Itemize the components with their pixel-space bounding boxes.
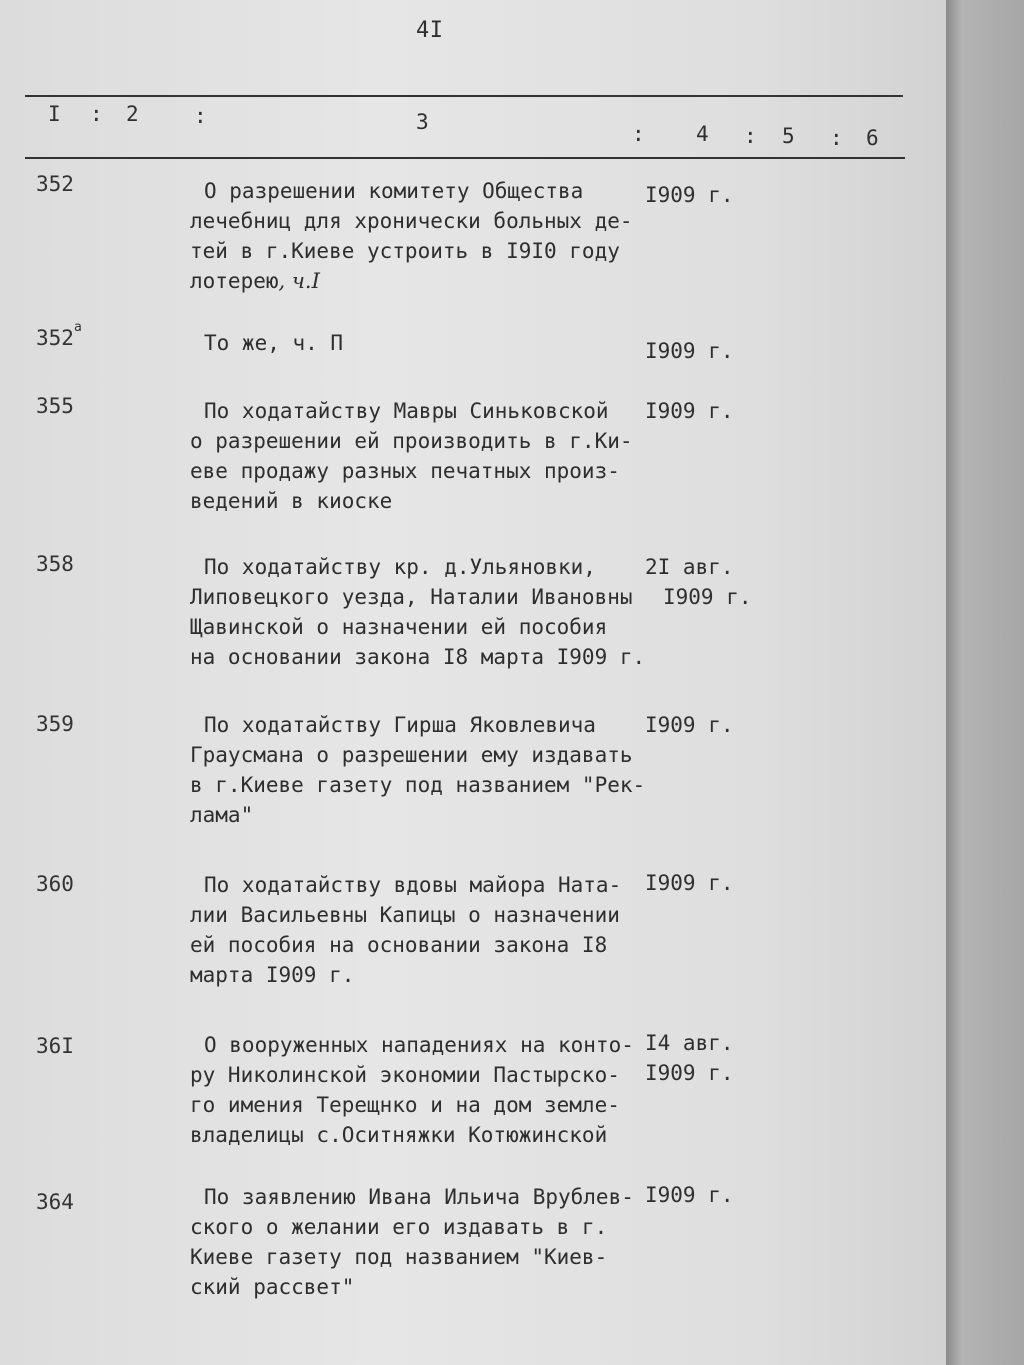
entry-line: на основании закона I8 марта I909 г. (190, 645, 646, 669)
column-separator: : (632, 122, 645, 146)
header-rule-top (25, 95, 903, 97)
date-line: I909 г. (645, 183, 734, 207)
entry-line: По ходатайству кр. д.Ульяновки, (204, 555, 596, 579)
entry-date (645, 710, 734, 740)
column-header-6: 6 (866, 126, 879, 150)
column-header-3: 3 (416, 110, 429, 134)
entry-line: О разрешении комитету Общества (204, 179, 584, 203)
entry-line: Киеве газету под названием "Киев- (190, 1245, 608, 1269)
entry-number: 358 (36, 552, 74, 576)
entry-number-main: 352 (36, 326, 74, 350)
header-rule-bottom (25, 157, 905, 159)
entry-description (190, 1030, 650, 1150)
entry-line: в г.Киеве газету под названием "Рек- (190, 773, 646, 797)
date-line: I909 г. (645, 339, 734, 363)
column-header-4: 4 (696, 122, 709, 146)
column-header-2: 2 (126, 102, 139, 126)
entry-line: го имения Терещнко и на дом земле- (190, 1093, 620, 1117)
entry-date (645, 1180, 734, 1210)
entry-date (645, 180, 734, 210)
entry-number: 355 (36, 394, 74, 418)
date-line: I909 г. (645, 399, 734, 423)
entry-description (190, 328, 650, 358)
column-header-1: I (48, 102, 61, 126)
entry-line: лама" (190, 803, 254, 827)
entry-number: 359 (36, 712, 74, 736)
entry-description (190, 396, 650, 516)
entry-line: о разрешении ей производить в г.Ки- (190, 429, 633, 453)
column-separator: : (90, 102, 103, 126)
entry-line: О вооруженных нападениях на конто- (204, 1033, 634, 1057)
entry-line: ей пособия на основании закона I8 (190, 933, 608, 957)
entry-line: лотерею (190, 269, 279, 293)
entry-line: ский рассвет" (190, 1275, 355, 1299)
entry-number: 364 (36, 1190, 74, 1214)
column-separator: : (194, 104, 207, 128)
handwritten-annotation: , ч.I (278, 269, 320, 293)
entry-line: ру Николинской экономии Пастырско- (190, 1063, 620, 1087)
entry-line: ведений в киоске (190, 489, 393, 513)
entry-description (190, 176, 650, 296)
entry-description (190, 552, 650, 672)
entry-description (190, 710, 650, 830)
entry-number: 36I (36, 1034, 74, 1058)
entry-line: марта I909 г. (190, 963, 355, 987)
column-header-5: 5 (782, 124, 795, 148)
entry-description (190, 870, 650, 990)
entry-date (645, 396, 734, 426)
entry-line: Липовецкого уезда, Наталии Ивановны (190, 585, 633, 609)
entry-line: ского о желании его издавать в г. (190, 1215, 608, 1239)
column-separator: : (744, 124, 757, 148)
date-line: I4 авг. (645, 1031, 734, 1055)
entry-line: По заявлению Ивана Ильича Врублев- (204, 1185, 634, 1209)
entry-number: 352 (36, 172, 74, 196)
column-header-row (0, 100, 946, 150)
column-separator: : (830, 126, 843, 150)
entry-date (645, 552, 752, 612)
date-line: I909 г. (645, 713, 734, 737)
date-line: I909 г. (663, 585, 752, 609)
entry-number (36, 320, 82, 350)
entry-description (190, 1182, 650, 1302)
date-line: I909 г. (645, 1183, 734, 1207)
page-number: 4I (416, 18, 444, 43)
entry-date (645, 868, 734, 898)
entry-line: Граусмана о разрешении ему издавать (190, 743, 633, 767)
entry-line: По ходатайству вдовы майора Ната- (204, 873, 622, 897)
entry-date (645, 1028, 734, 1088)
binding-edge (946, 0, 1024, 1365)
entry-line: лии Васильевны Капицы о назначении (190, 903, 620, 927)
entry-line: владелицы с.Оситняжки Котюжинской (190, 1123, 608, 1147)
entry-date (645, 336, 734, 366)
date-line: 2I авг. (645, 555, 734, 579)
entry-line: По ходатайству Мавры Синьковской (204, 399, 609, 423)
entry-number: 360 (36, 872, 74, 896)
entry-line: тей в г.Киеве устроить в I9I0 году (190, 239, 620, 263)
entry-line: Щавинской о назначении ей пособия (190, 615, 608, 639)
entry-number-superscript: а (73, 320, 82, 335)
entry-line: По ходатайству Гирша Яковлевича (204, 713, 596, 737)
date-line: I909 г. (645, 1061, 734, 1085)
entry-line: лечебниц для хронически больных де- (190, 209, 633, 233)
entry-line: еве продажу разных печатных произ- (190, 459, 620, 483)
entry-line: То же, ч. П (204, 331, 344, 355)
date-line: I909 г. (645, 871, 734, 895)
